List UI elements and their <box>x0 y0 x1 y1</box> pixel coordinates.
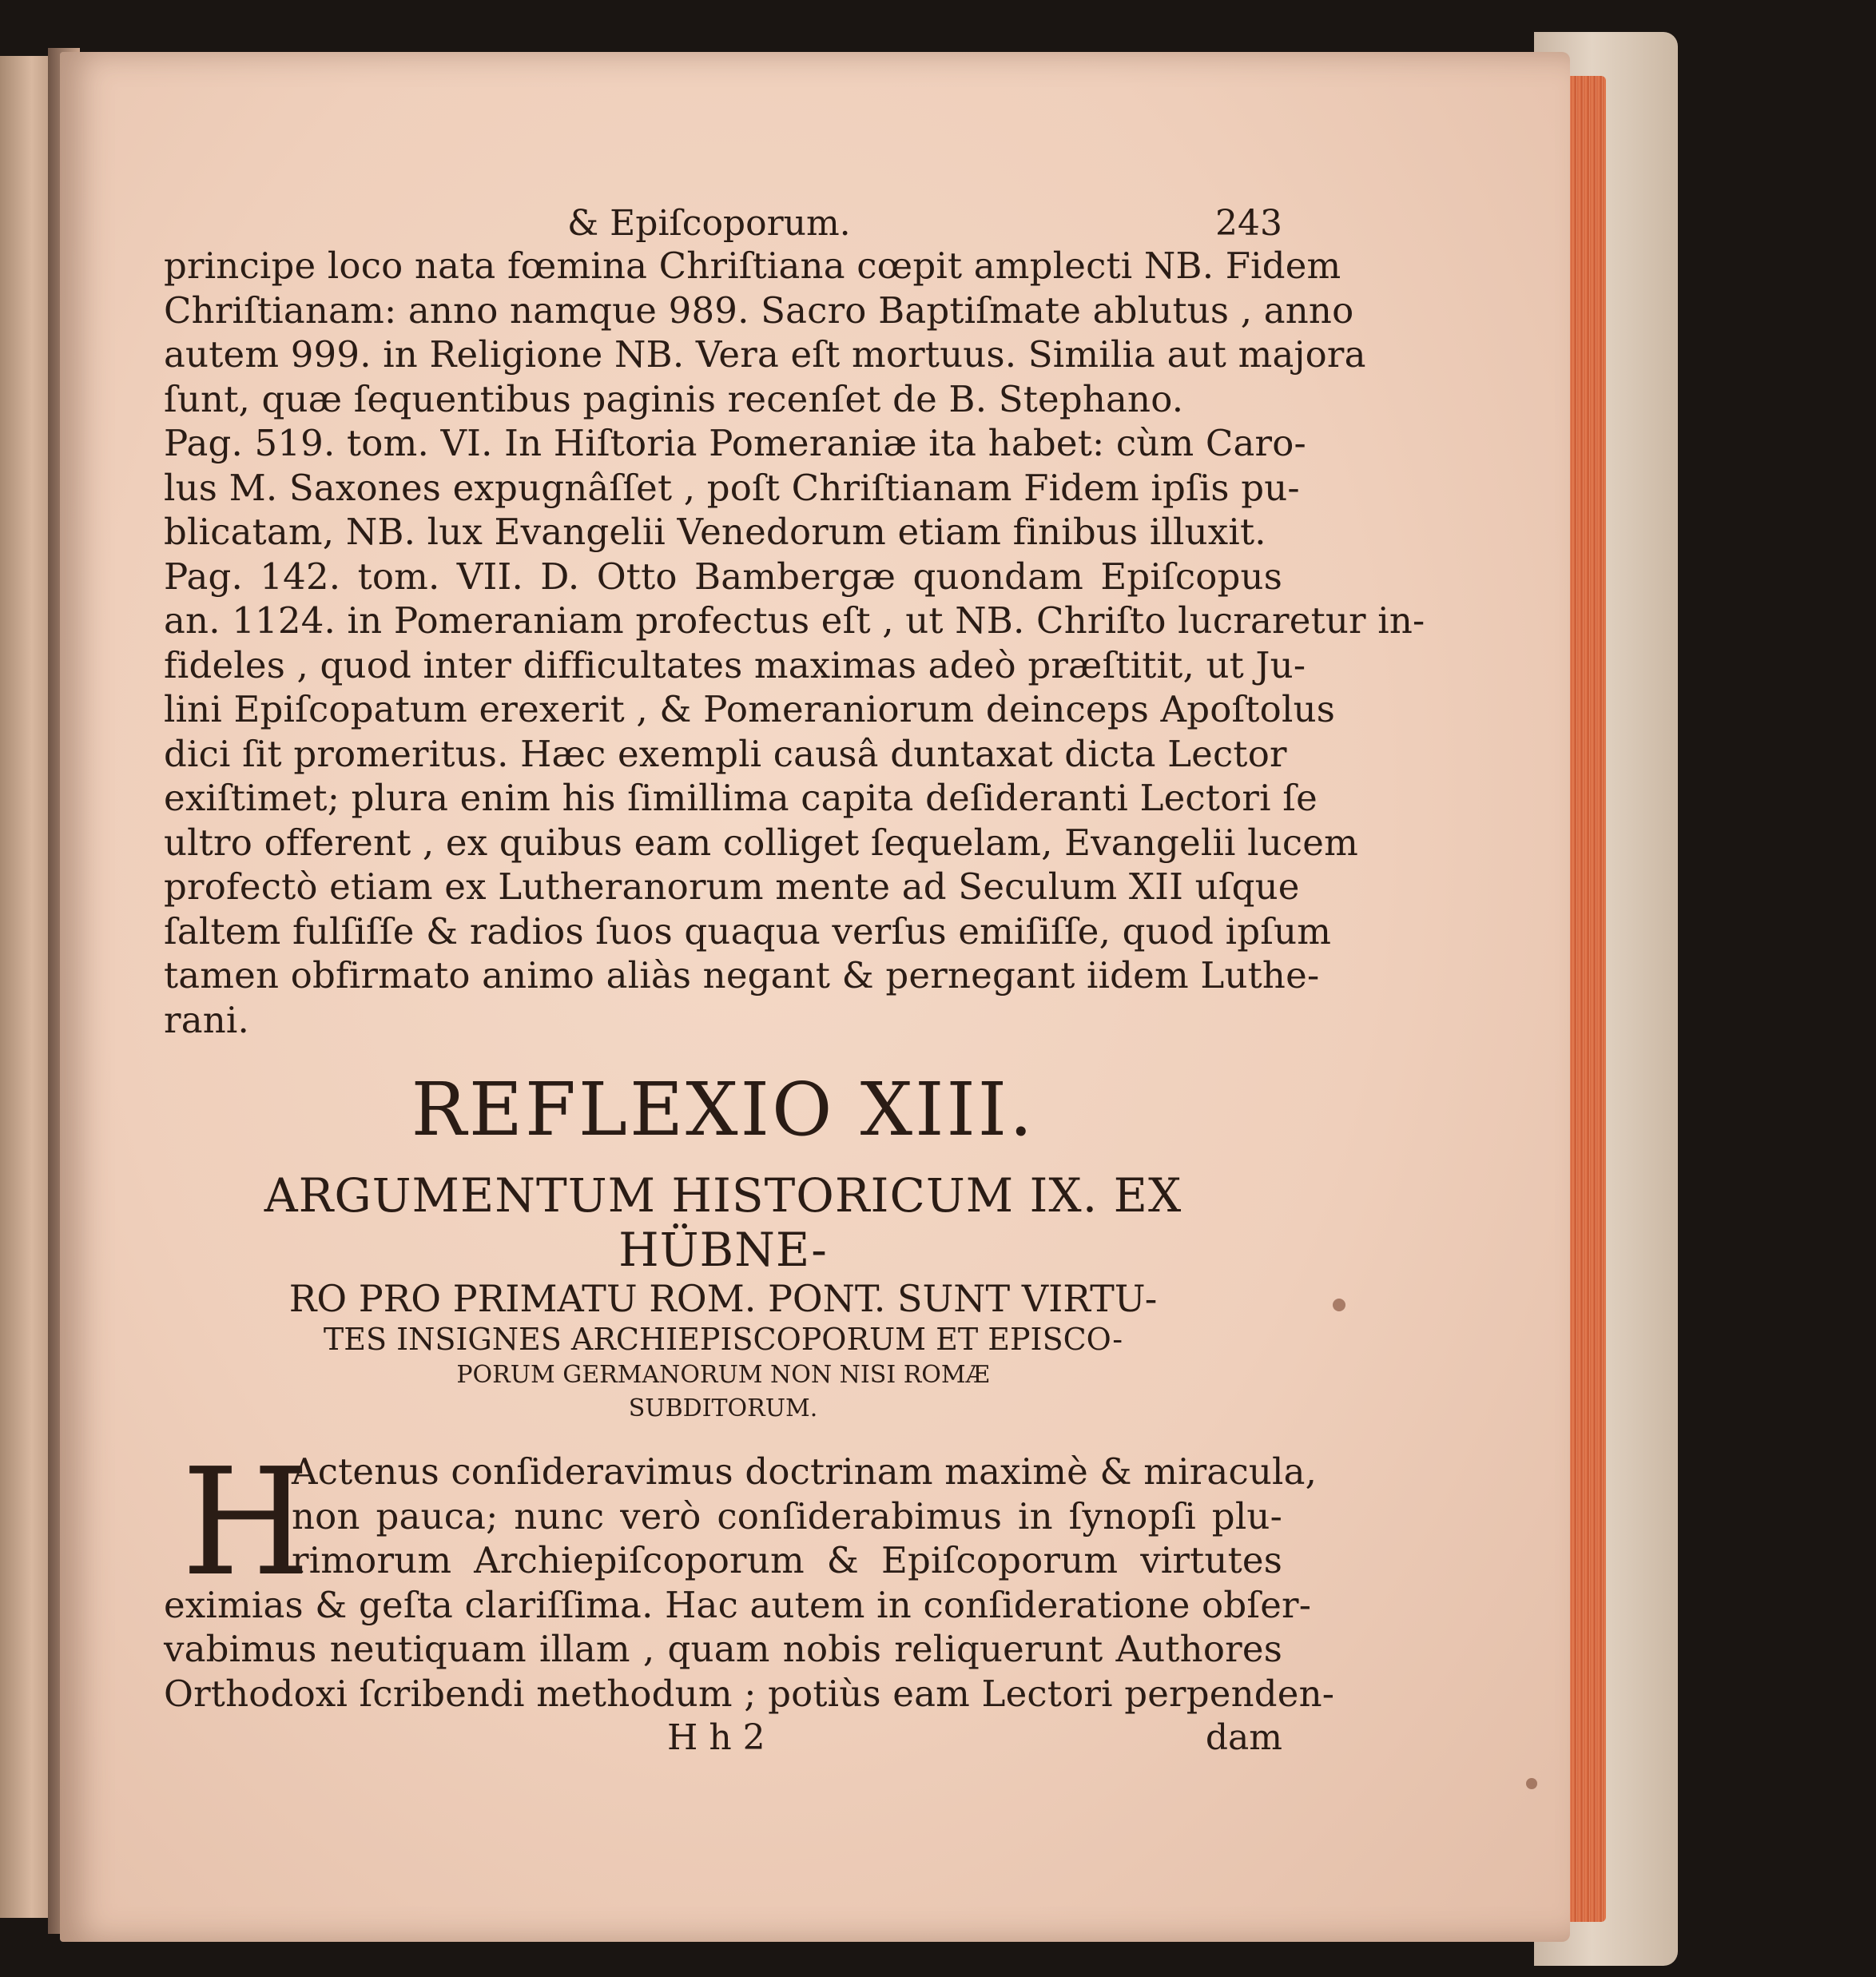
page-number: 243 <box>1215 203 1282 244</box>
text-line: blicatam, NB. lux Evangelii Venedorum etiam finibus illuxit. <box>164 511 1266 553</box>
running-title: & Epiſcoporum. <box>567 203 851 244</box>
text-line: rani. <box>164 998 250 1041</box>
text-line: eximias & geſta clariſſima. Hac autem in conſideratione obſer- <box>164 1583 1312 1626</box>
text-line: tamen obfirmato animo aliàs negant & pernegant iidem Luthe- <box>164 954 1320 996</box>
argument-line: PORUM GERMANORUM NON NISI ROMÆ <box>456 1361 990 1389</box>
catchword: dam <box>1205 1717 1282 1758</box>
text-line: fideles , quod inter difficultates maximas adeò præſtitit, ut Ju- <box>164 643 1306 686</box>
body-top <box>164 244 1425 1042</box>
argument-block <box>164 1168 1282 1426</box>
text-line: principe loco nata fœmina Chriſtiana cœpit amplecti NB. Fidem <box>164 245 1341 287</box>
text-line: vabimus neutiquam illam , quam nobis reliquerunt Authores <box>164 1628 1282 1670</box>
text-line: an. 1124. in Pomeraniam profectus eſt , ut NB. Chriſto lucraretur in- <box>164 599 1425 642</box>
running-header <box>164 204 1282 244</box>
text-line: ſunt, quæ ſequentibus paginis recenſet de B. Stephano. <box>164 377 1184 420</box>
argument-line: ARGUMENTUM HISTORICUM IX. EX HÜBNE- <box>264 1168 1182 1277</box>
text-line: lus M. Saxones expugnâſſet , poſt Chriſtianam Fidem ipſis pu- <box>164 466 1300 509</box>
paper-spot <box>1333 1299 1345 1311</box>
text-line: ultro offerent , ex quibus eam colliget ſequelam, Evangelii lucem <box>164 821 1359 864</box>
text-line: autem 999. in Religione NB. Vera eſt mortuus. Similia aut majora <box>164 333 1366 376</box>
page-footer <box>164 1716 1282 1760</box>
paper-spot <box>1526 1778 1537 1789</box>
page-text <box>164 203 1425 1760</box>
text-line: lini Epiſcopatum erexerit , & Pomeraniorum deinceps Apoſtolus <box>164 688 1336 730</box>
body-bottom <box>164 1436 1335 1716</box>
argument-line: SUBDITORUM. <box>628 1394 818 1422</box>
section-heading: REFLEXIO XIII. <box>411 1067 1035 1152</box>
text-line: Chriſtianam: anno namque 989. Sacro Baptiſmate ablutus , anno <box>164 288 1354 332</box>
signature-mark: H h 2 <box>667 1717 765 1758</box>
text-line: ſaltem fulſiſſe & radios ſuos quaqua verſus emiſiſſe, quod ipſum <box>164 909 1332 953</box>
text-line: dici ſit promeritus. Hæc exempli causâ duntaxat dicta Lector <box>164 732 1287 775</box>
text-line: Pag. 142. tom. VII. D. Otto Bambergæ quondam Epiſcopus <box>164 555 1282 598</box>
text-line: exiſtimet; plura enim his ſimillima capita deſideranti Lectori ſe <box>164 777 1318 819</box>
text-line: rimorum Archiepiſcoporum & Epiſcoporum virtutes <box>292 1539 1282 1581</box>
drop-cap: H <box>181 1436 311 1609</box>
argument-line: TES INSIGNES ARCHIEPISCOPORUM ET EPISCO- <box>323 1322 1123 1357</box>
text-line: Orthodoxi ſcribendi methodum ; potiùs eam Lectori perpenden- <box>164 1672 1335 1715</box>
text-line: non pauca; nunc verò conſiderabimus in ſynopſi plu- <box>292 1494 1282 1537</box>
text-line: Pag. 519. tom. VI. In Hiſtoria Pomeraniæ ita habet: cùm Caro- <box>164 422 1306 464</box>
argument-line: RO PRO PRIMATU ROM. PONT. SUNT VIRTU- <box>288 1277 1158 1320</box>
text-line: Actenus conſideravimus doctrinam maximè & miracula, <box>292 1450 1318 1493</box>
text-line: profectò etiam ex Lutheranorum mente ad Seculum XII uſque <box>164 865 1300 908</box>
